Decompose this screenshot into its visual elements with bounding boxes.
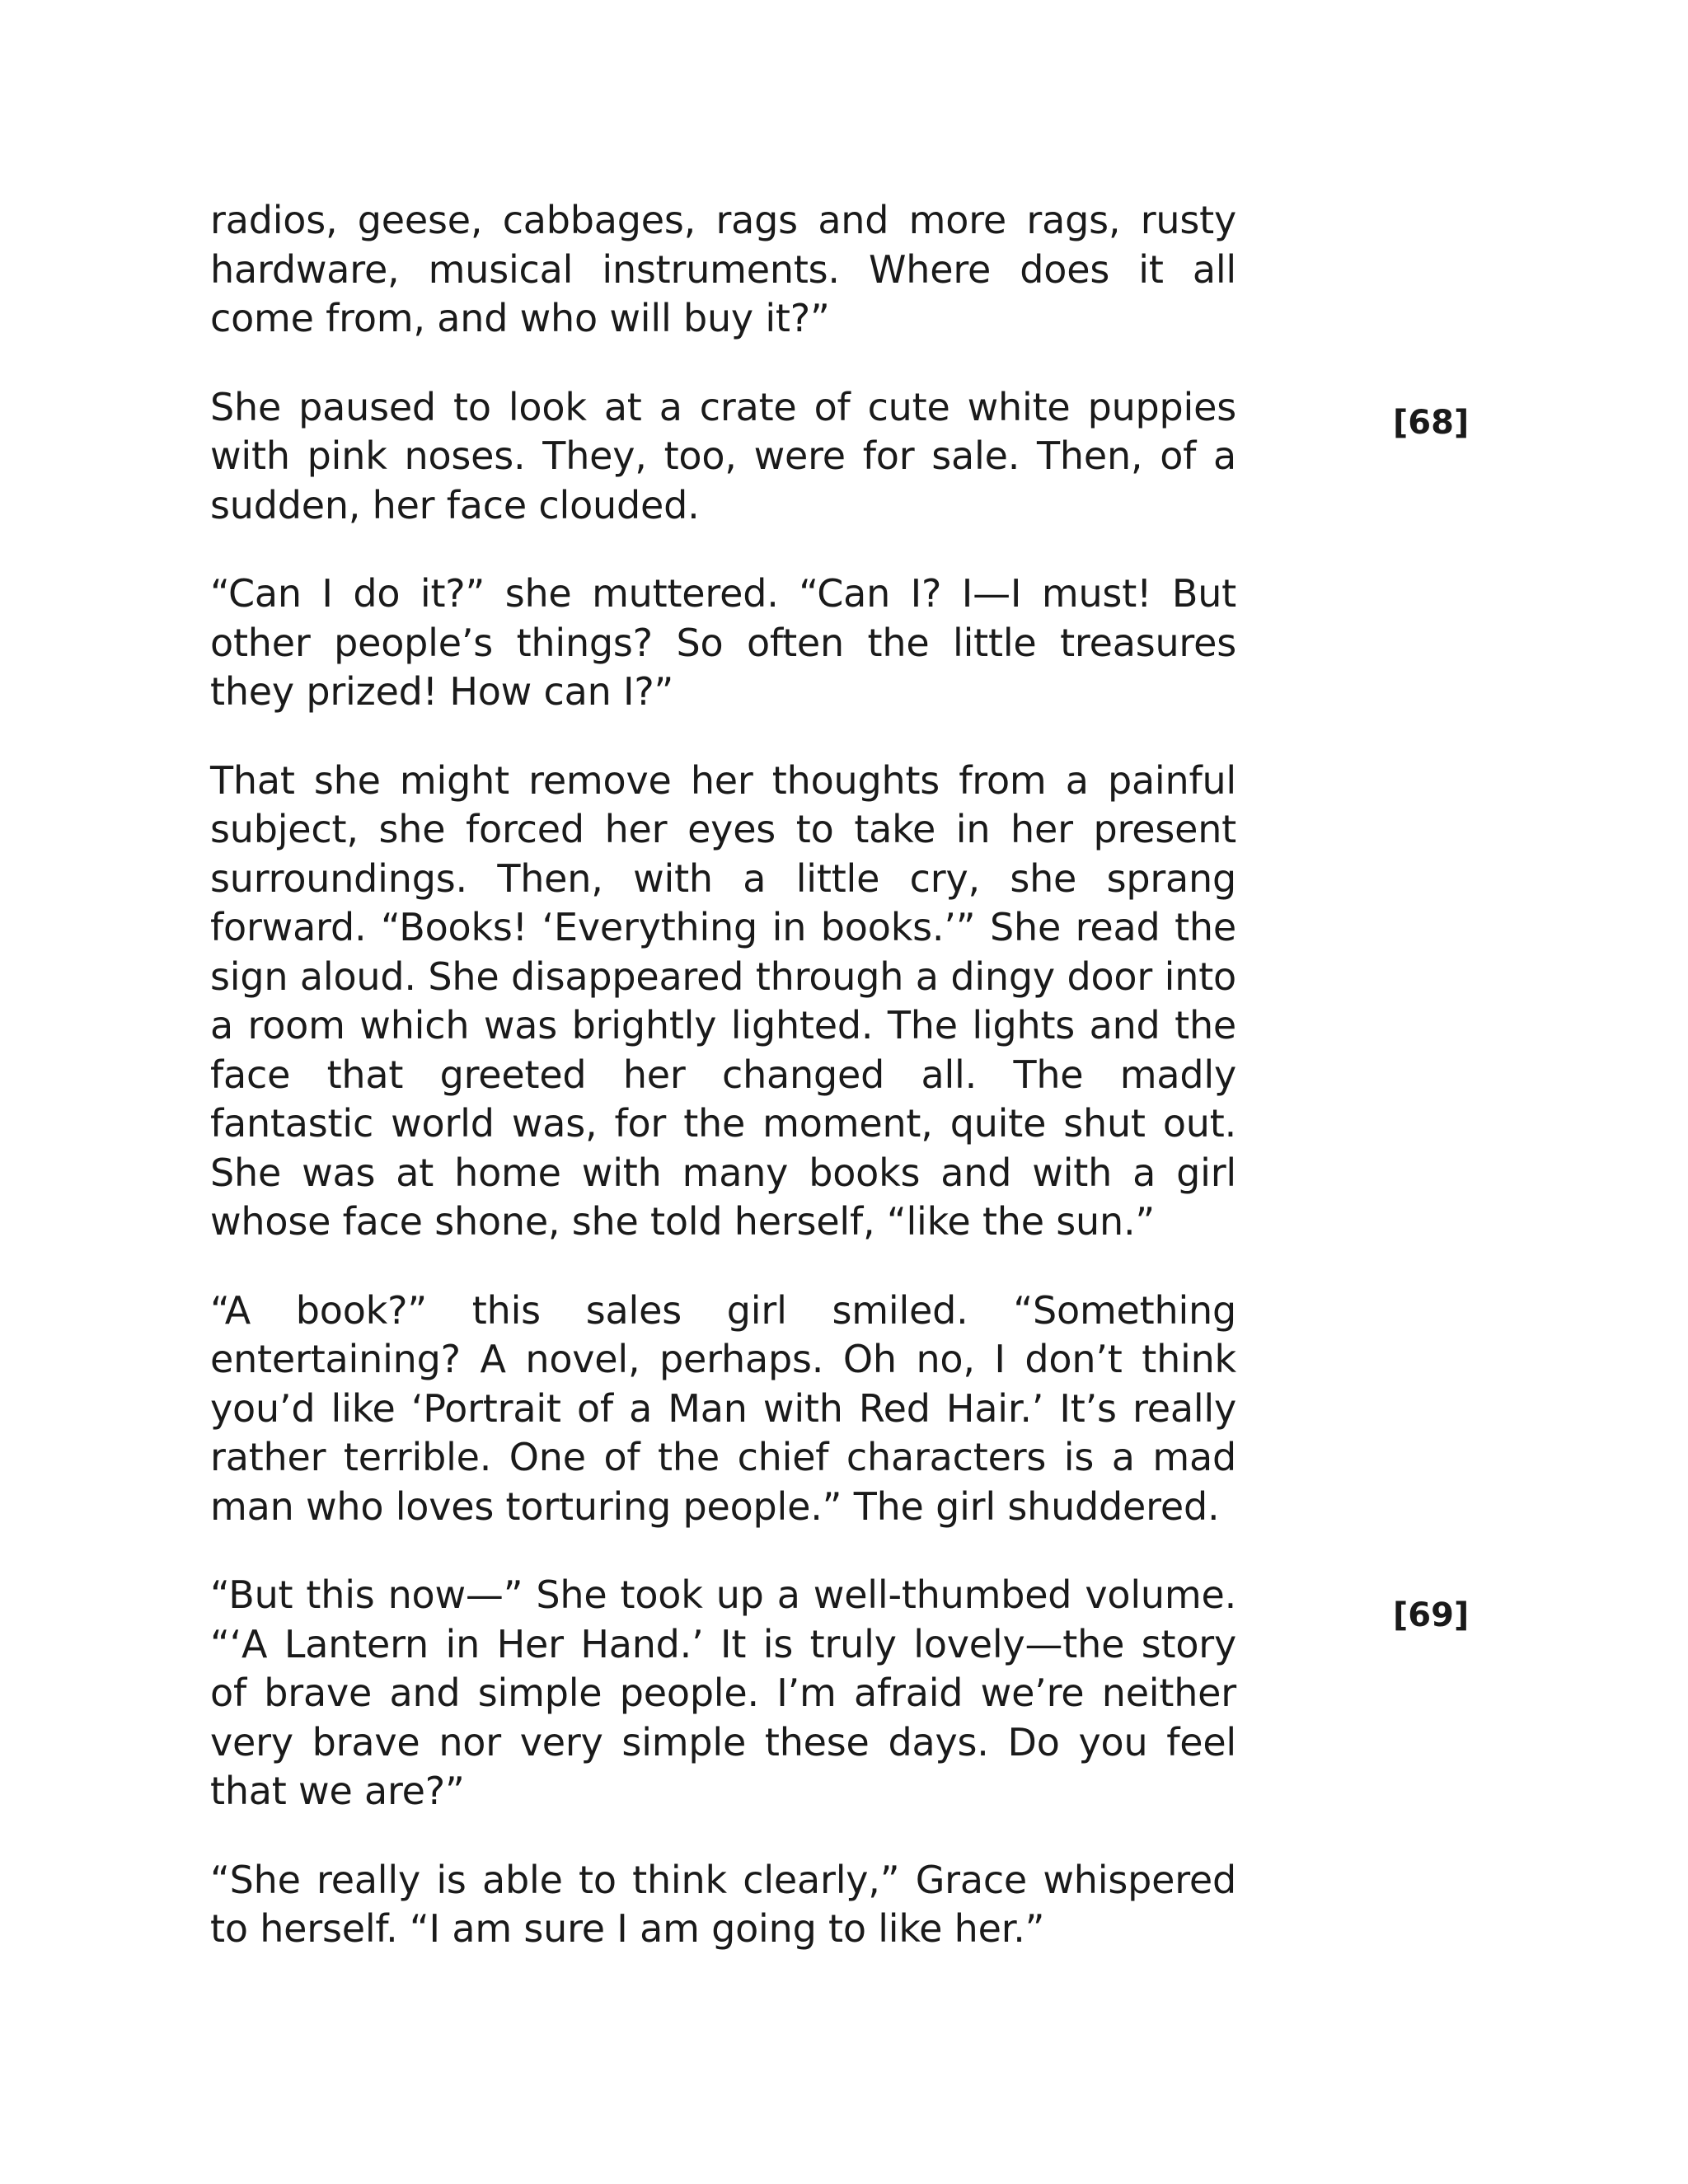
paragraph-6: “But this now—” She took up a well-thumbed volume. “‘A Lantern in Her Hand.’ It is truly lovely—the story of brave and simple people. I’m afraid we’re neither very brave nor very simple these days. Do you feel that we are?”	[210, 1572, 1236, 1813]
paragraph-4: That she might remove her thoughts from a painful subject, she forced her eyes to take in her present surroundings. Then, with a little cry, she sprang forward. “Books! ‘Everything in books.’” She read the sign aloud. She disappeared through a dingy door into a room which was brightly lighted. The lights and the face that greeted her changed all. The madly fantastic world was, for the moment, quite shut out. She was at home with many books and with a girl whose face shone, she told herself, “like the sun.”	[210, 757, 1236, 1244]
paragraph-1: radios, geese, cabbages, rags and more rags, rusty hardware, musical instruments. Where does it all come from, and who will buy it?”	[210, 198, 1236, 340]
paragraph-7: “She really is able to think clearly,” Grace whispered to herself. “I am sure I am going to like her.”	[210, 1857, 1236, 1951]
page-marker-69: [69]	[1393, 1596, 1470, 1634]
paragraph-3: “Can I do it?” she muttered. “Can I? I—I must! But other people’s things? So often the little treasures they prized! How can I?”	[210, 571, 1236, 714]
paragraph-5: “A book?” this sales girl smiled. “Something entertaining? A novel, perhaps. Oh no, I don’t think you’d like ‘Portrait of a Man with Red Hair.’ It’s really rather terrible. One of the chief characters is a mad man who loves torturing people.” The girl shuddered.	[210, 1287, 1236, 1529]
paragraph-2: She paused to look at a crate of cute white puppies with pink noses. They, too, were for sale. Then, of a sudden, her face clouded.	[210, 384, 1236, 527]
page-marker-68: [68]	[1393, 404, 1470, 442]
text-column	[210, 196, 1236, 1994]
